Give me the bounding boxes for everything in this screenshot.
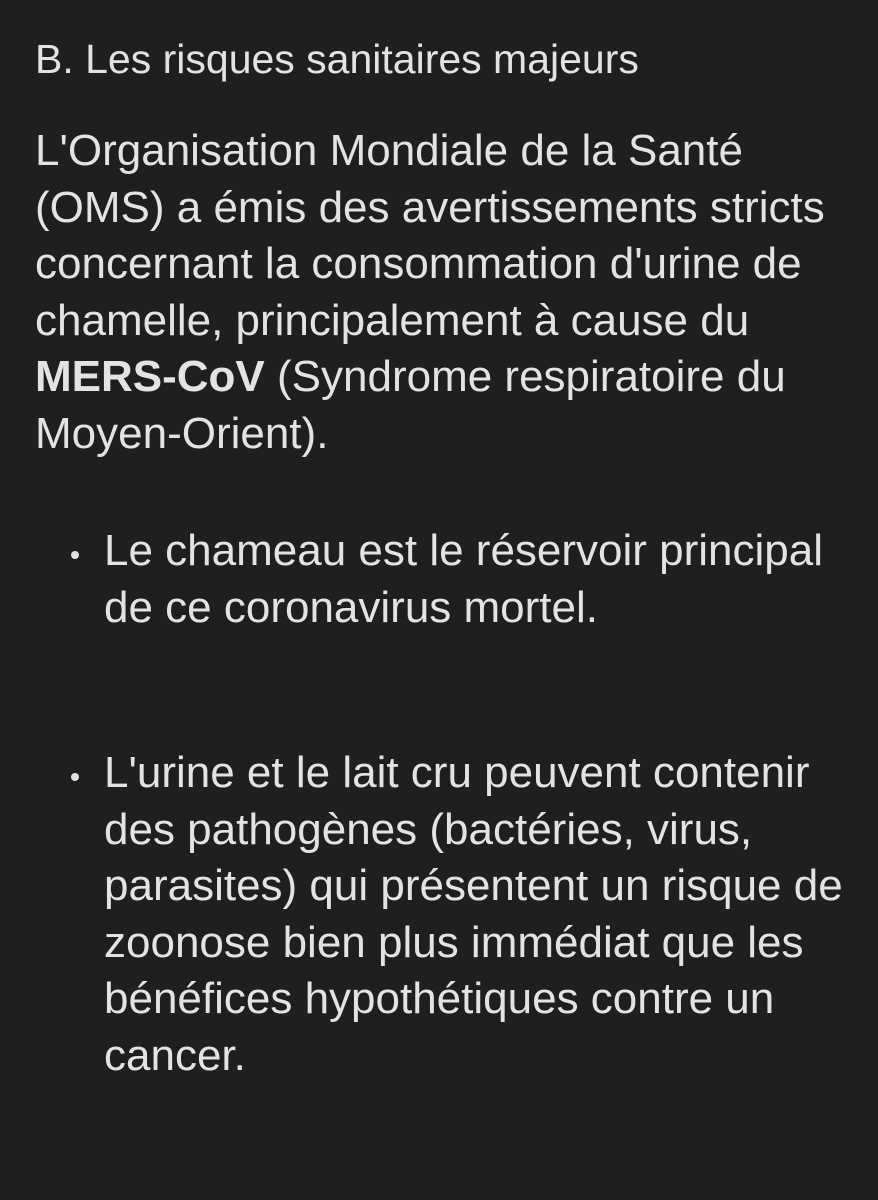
paragraph-bold-term: MERS-CoV (35, 352, 265, 402)
intro-paragraph (35, 123, 865, 463)
paragraph-text-start: L'Organisation Mondiale de la Santé (OMS) a émis des avertissements stricts concernant la consommation d'urine de chamelle, principalement à cause du (35, 126, 825, 345)
bullet-text: Le chameau est le réservoir principal de ce coronavirus mortel. (104, 526, 824, 632)
bullet-dot-icon (71, 773, 79, 781)
bullet-dot-icon (71, 551, 79, 559)
paragraph-text-end: (Syndrome respiratoire du Moyen-Orient). (35, 352, 786, 458)
section-heading: B. Les risques sanitaires majeurs (35, 36, 639, 82)
bullet-text: L'urine et le lait cru peuvent contenir des pathogènes (bactéries, virus, parasites) qui présentent un risque de zoonose bien plus immédiat que les bénéfices hypothétiques contre un cancer. (104, 748, 843, 1080)
